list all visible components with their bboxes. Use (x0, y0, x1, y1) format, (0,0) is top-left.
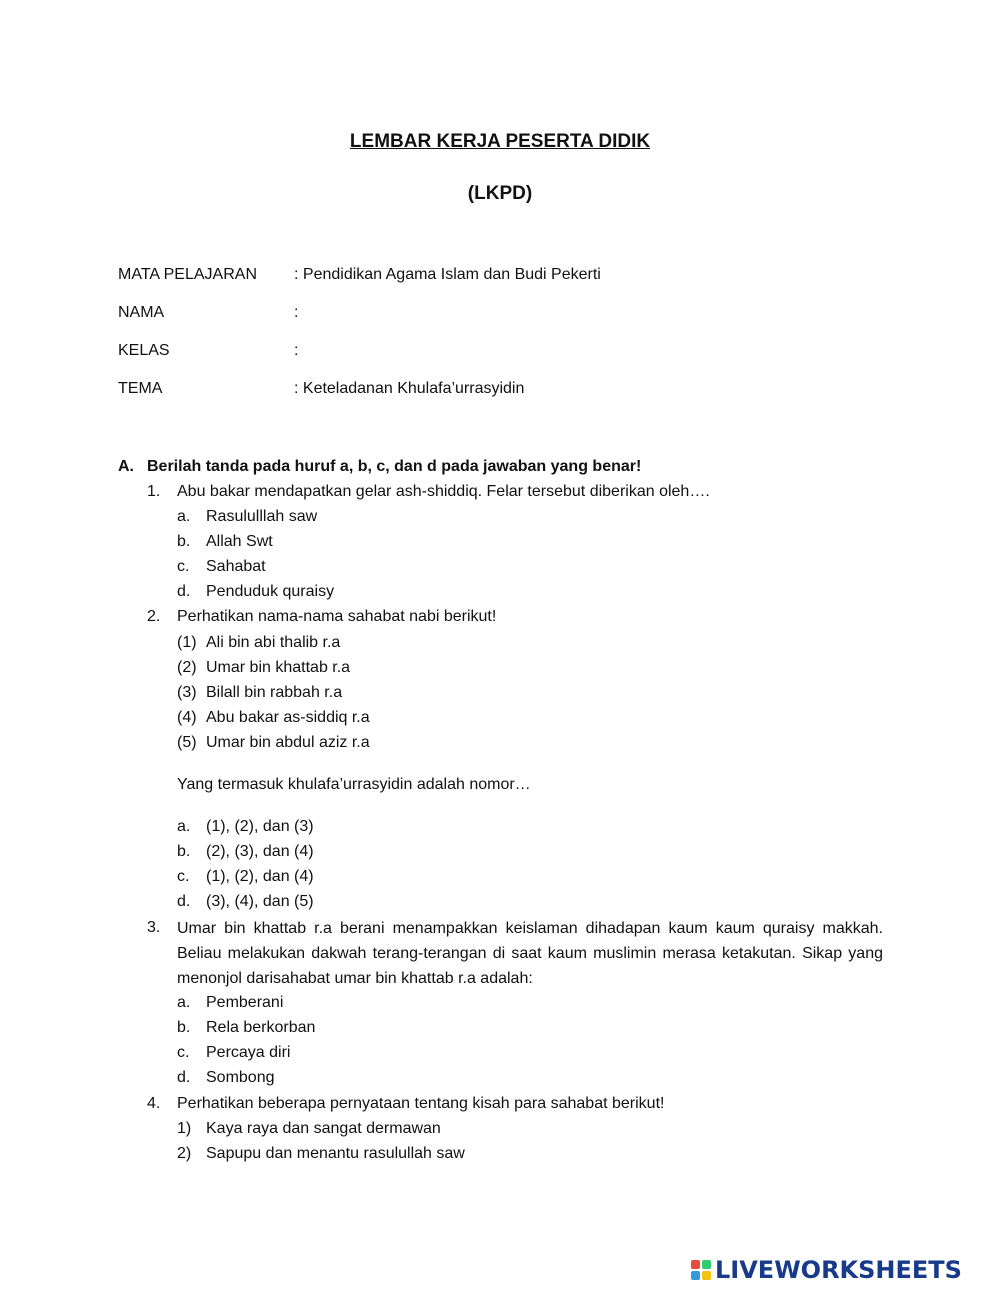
info-value-theme: : Keteladanan Khulafa’urrasyidin (294, 380, 525, 397)
question-text: Perhatikan nama-nama sahabat nabi berikut! (177, 608, 497, 625)
info-value-class[interactable]: : (294, 342, 299, 359)
option-text[interactable]: (2), (3), dan (4) (206, 843, 314, 860)
list-item-text: Abu bakar as-siddiq r.a (206, 709, 370, 726)
option-text[interactable]: (1), (2), dan (4) (206, 868, 314, 885)
option-text[interactable]: Sombong (206, 1069, 275, 1086)
option-text[interactable]: Pemberani (206, 994, 284, 1011)
info-label-name: NAMA (118, 304, 165, 321)
option-text[interactable]: Rela berkorban (206, 1019, 316, 1036)
section-instruction: Berilah tanda pada huruf a, b, c, dan d pada jawaban yang benar! (147, 458, 642, 475)
list-item-marker: (3) (177, 684, 197, 701)
question-text: Abu bakar mendapatkan gelar ash-shiddiq. Felar tersebut diberikan oleh…. (177, 483, 710, 500)
list-item-text: Umar bin khattab r.a (206, 659, 351, 676)
question-number: 4. (147, 1095, 161, 1112)
list-item-marker: 1) (177, 1120, 192, 1137)
info-label-class: KELAS (118, 342, 170, 359)
option-marker[interactable]: c. (177, 558, 190, 575)
logo-text: LIVEWORKSHEETS (715, 1256, 962, 1284)
option-marker[interactable]: b. (177, 533, 191, 550)
list-item-text: Umar bin abdul aziz r.a (206, 734, 370, 751)
info-label-theme: TEMA (118, 380, 163, 397)
option-marker[interactable]: d. (177, 1069, 191, 1086)
info-value-name[interactable]: : (294, 304, 299, 321)
list-item-marker: (5) (177, 734, 197, 751)
question-number: 3. (147, 919, 161, 936)
list-item-text: Kaya raya dan sangat dermawan (206, 1120, 441, 1137)
question-text: Perhatikan beberapa pernyataan tentang kisah para sahabat berikut! (177, 1095, 665, 1112)
option-marker[interactable]: c. (177, 868, 190, 885)
question-number: 2. (147, 608, 161, 625)
option-text[interactable]: Penduduk quraisy (206, 583, 335, 600)
info-label-subject: MATA PELAJARAN (118, 266, 257, 283)
option-text[interactable]: (1), (2), dan (3) (206, 818, 314, 835)
option-text[interactable]: Allah Swt (206, 533, 273, 550)
list-item-text: Sapupu dan menantu rasulullah saw (206, 1145, 465, 1162)
list-item-marker: (1) (177, 634, 197, 651)
option-marker[interactable]: a. (177, 818, 191, 835)
list-item-marker: (4) (177, 709, 197, 726)
option-text[interactable]: (3), (4), dan (5) (206, 893, 314, 910)
option-marker[interactable]: a. (177, 994, 191, 1011)
option-text[interactable]: Sahabat (206, 558, 266, 575)
option-marker[interactable]: a. (177, 508, 191, 525)
option-marker[interactable]: c. (177, 1044, 190, 1061)
list-item-marker: (2) (177, 659, 197, 676)
info-value-subject: : Pendidikan Agama Islam dan Budi Pekerti (294, 266, 601, 283)
option-marker[interactable]: d. (177, 893, 191, 910)
question-number: 1. (147, 483, 161, 500)
list-item-text: Ali bin abi thalib r.a (206, 634, 341, 651)
list-item-marker: 2) (177, 1145, 192, 1162)
page-subtitle: (LKPD) (467, 183, 533, 204)
section-marker: A. (118, 458, 134, 475)
list-item-text: Bilall bin rabbah r.a (206, 684, 343, 701)
question-text: Umar bin khattab r.a berani menampakkan keislaman dihadapan kaum kaum quraisy makkah. Beliau melakukan dakwah terang-terangan di saat kaum muslimin merasa ketakutan. Sikap yang menonjol darisahabat umar bin khattab r.a adalah: (177, 920, 883, 987)
option-text[interactable]: Percaya diri (206, 1044, 291, 1061)
option-marker[interactable]: b. (177, 843, 191, 860)
logo-tiles-icon (691, 1260, 711, 1280)
option-marker[interactable]: b. (177, 1019, 191, 1036)
option-marker[interactable]: d. (177, 583, 191, 600)
liveworksheets-logo (691, 1255, 991, 1285)
question-prompt: Yang termasuk khulafa’urrasyidin adalah nomor… (177, 776, 531, 793)
page-title: LEMBAR KERJA PESERTA DIDIK (349, 131, 651, 152)
option-text[interactable]: Rasululllah saw (206, 508, 318, 525)
